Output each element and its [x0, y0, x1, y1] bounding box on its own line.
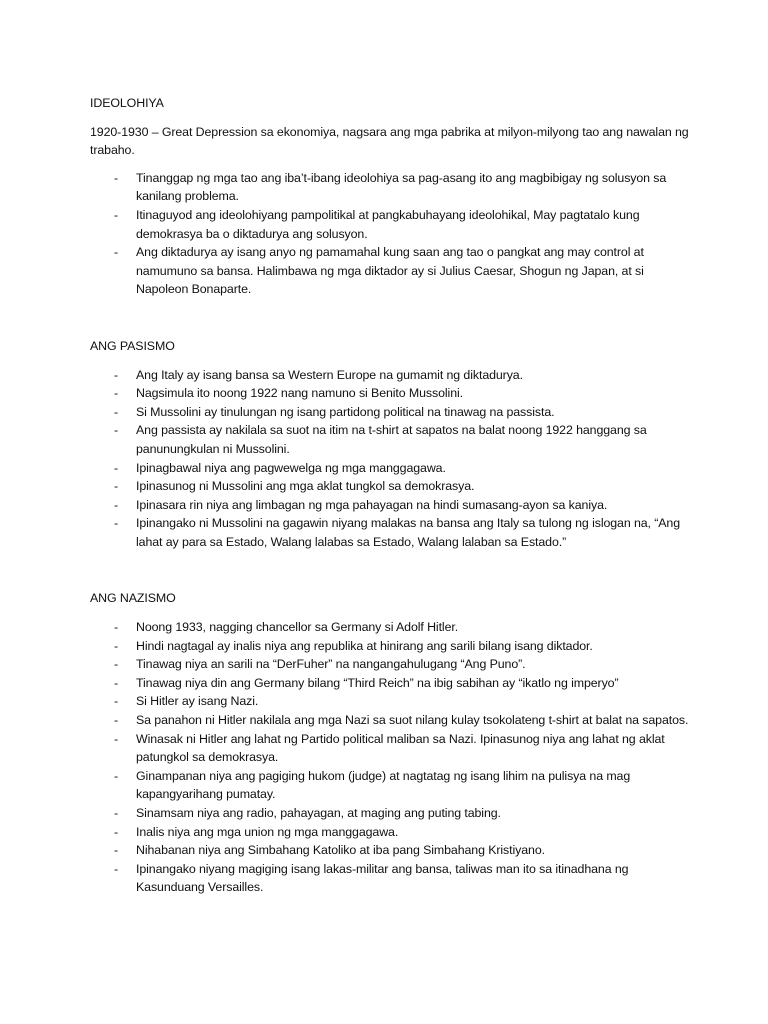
list-item-text: Sa panahon ni Hitler nakilala ang mga Nazi sa suot nilang kulay tsokolateng t-shirt at balat na sapatos.	[136, 713, 689, 728]
list-item-text: Tinanggap ng mga tao ang iba’t-ibang ideolohiya sa pag-asang ito ang magbibigay ng solusyon sa kanilang problema.	[136, 170, 667, 204]
list-item	[90, 514, 690, 551]
list-item-text: Si Hitler ay isang Nazi.	[136, 694, 259, 709]
list-item-text: Ipinasara rin niya ang limbagan ng mga pahayagan na hindi sumasang-ayon sa kaniya.	[136, 497, 608, 512]
list-item	[90, 206, 690, 243]
list-item	[90, 823, 690, 842]
dash-bullet: -	[114, 423, 119, 438]
list-item-text: Tinawag niya din ang Germany bilang “Third Reich” na ibig sabihan ay “ikatlo ng imperyo”	[136, 675, 619, 690]
list-item	[90, 841, 690, 860]
list-item-text: Ipinagbawal niya ang pagwewelga ng mga manggagawa.	[136, 460, 446, 475]
list-item-text: Itinaguyod ang ideolohiyang pampolitikal at pangkabuhayang ideolohikal, May pagtatalo kung demokrasya ba o diktadurya ang solusyon.	[136, 207, 640, 241]
dash-bullet: -	[114, 620, 119, 635]
dash-bullet: -	[114, 843, 119, 858]
list-item	[90, 496, 690, 515]
dash-bullet: -	[114, 824, 119, 839]
dash-bullet: -	[114, 497, 119, 512]
list-item-text: Ginampanan niya ang pagiging hukom (judge) at nagtatag ng isang lihim na pulisya na mag kapangyarihang pumatay.	[136, 768, 631, 802]
list-item-text: Hindi nagtagal ay inalis niya ang republika at hinirang ang sarili bilang isang diktador.	[136, 638, 593, 653]
list-item-text: Ang Italy ay isang bansa sa Western Europe na gumamit ng diktadurya.	[136, 367, 523, 382]
list-item	[90, 366, 690, 385]
list-item	[90, 421, 690, 458]
list-item	[90, 711, 690, 730]
bullet-list	[90, 618, 690, 897]
list-item-text: Tinawag niya an sarili na “DerFuher” na nangangahulugang “Ang Puno”.	[136, 657, 526, 672]
dash-bullet: -	[114, 768, 119, 783]
dash-bullet: -	[114, 861, 119, 876]
list-item	[90, 477, 690, 496]
list-item-text: Nihabanan niya ang Simbahang Katoliko at iba pang Simbahang Kristiyano.	[136, 843, 545, 858]
list-item	[90, 730, 690, 767]
list-item-text: Inalis niya ang mga union ng mga manggagawa.	[136, 824, 399, 839]
dash-bullet: -	[114, 713, 119, 728]
section-pasismo	[90, 337, 690, 552]
bullet-list	[90, 169, 690, 299]
list-item-text: Sinamsam niya ang radio, pahayagan, at maging ang puting tabing.	[136, 806, 501, 820]
list-item	[90, 618, 690, 637]
list-item-text: Ipinangako ni Mussolini na gagawin niyang malakas na bansa ang Italy sa tulong ng islogan na, “Ang lahat ay para sa Estado, Walang lalabas sa Estado, Walang lalaban sa Estado.”	[136, 516, 681, 549]
dash-bullet: -	[114, 245, 119, 260]
dash-bullet: -	[114, 675, 119, 690]
list-item	[90, 767, 690, 804]
dash-bullet: -	[114, 806, 119, 820]
list-item-text: Ipinangako niyang magiging isang lakas-militar ang bansa, taliwas man ito sa itinadhana ng Kasunduang Versailles.	[136, 861, 629, 895]
list-item	[90, 674, 690, 693]
dash-bullet: -	[114, 516, 119, 531]
list-item	[90, 384, 690, 403]
dash-bullet: -	[114, 638, 119, 653]
document-body	[90, 94, 690, 897]
section-heading: IDEOLOHIYA	[90, 96, 164, 110]
dash-bullet: -	[114, 170, 119, 185]
dash-bullet: -	[114, 367, 119, 382]
list-item	[90, 860, 690, 897]
section-heading: ANG NAZISMO	[90, 591, 176, 606]
section-heading: ANG PASISMO	[90, 338, 175, 353]
list-item	[90, 804, 690, 823]
dash-bullet: -	[114, 694, 119, 709]
list-item-text: Si Mussolini ay tinulungan ng isang partidong political na tinawag na passista.	[136, 404, 555, 419]
dash-bullet: -	[114, 479, 119, 494]
dash-bullet: -	[114, 207, 119, 222]
list-item	[90, 637, 690, 656]
dash-bullet: -	[114, 386, 119, 401]
dash-bullet: -	[114, 731, 119, 746]
list-item	[90, 655, 690, 674]
list-item	[90, 403, 690, 422]
list-item-text: Ang passista ay nakilala sa suot na itim na t-shirt at sapatos na balat noong 1922 hanggang sa panunungkulan ni Mussolini.	[136, 423, 647, 456]
list-item	[90, 459, 690, 478]
dash-bullet: -	[114, 657, 119, 672]
list-item-text: Noong 1933, nagging chancellor sa Germany si Adolf Hitler.	[136, 620, 459, 635]
list-item-text: Ang diktadurya ay isang anyo ng pamamahal kung saan ang tao o pangkat ang may control at namumuno sa bansa. Halimbawa ng mga diktador ay si Julius Caesar, Shogun ng Japan, at si Napoleon Bonaparte.	[136, 245, 644, 297]
section-nazismo	[90, 589, 690, 897]
intro-paragraph: 1920-1930 – Great Depression sa ekonomiya, nagsara ang mga pabrika at milyon-milyong tao ang nawalan ng trabaho.	[90, 124, 689, 158]
list-item	[90, 243, 690, 299]
list-item	[90, 169, 690, 206]
list-item-text: Winasak ni Hitler ang lahat ng Partido political maliban sa Nazi. Ipinasunog niya ang lahat ng aklat patungkol sa demokrasya.	[136, 731, 665, 765]
dash-bullet: -	[114, 404, 119, 419]
bullet-list	[90, 366, 690, 552]
list-item	[90, 692, 690, 711]
list-item-text: Nagsimula ito noong 1922 nang namuno si Benito Mussolini.	[136, 386, 463, 401]
list-item-text: Ipinasunog ni Mussolini ang mga aklat tungkol sa demokrasya.	[136, 479, 475, 494]
section-ideolohiya	[90, 94, 690, 299]
dash-bullet: -	[114, 460, 119, 475]
